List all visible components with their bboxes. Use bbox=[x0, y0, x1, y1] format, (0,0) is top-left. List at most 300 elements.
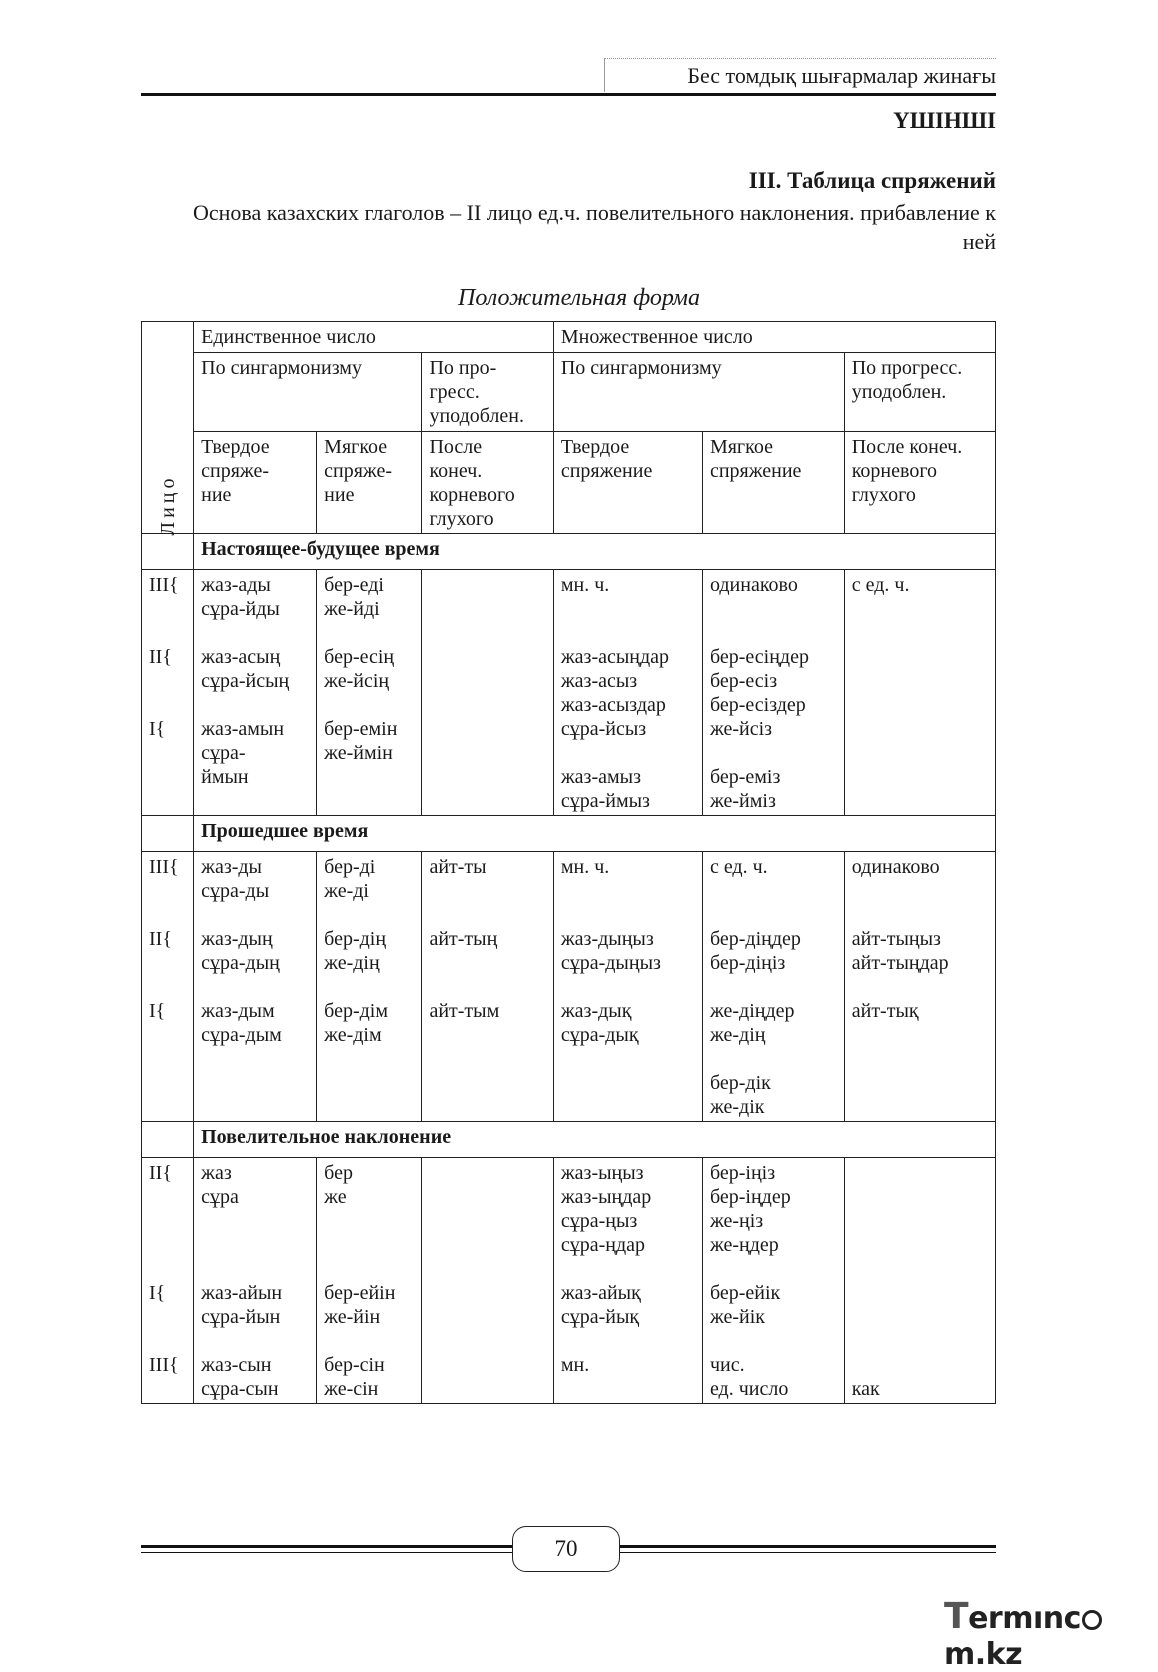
verb-form bbox=[852, 1257, 988, 1281]
verb-form bbox=[201, 1095, 309, 1119]
verb-form bbox=[852, 1329, 988, 1353]
verb-form bbox=[852, 597, 988, 621]
watermark-text: ermınc bbox=[968, 1601, 1081, 1636]
verb-form: жаз-ды bbox=[201, 856, 262, 878]
verb-form: бер-дім bbox=[324, 1000, 388, 1022]
verb-form: же-сін bbox=[324, 1378, 379, 1400]
watermark-ring-icon bbox=[1082, 1610, 1102, 1630]
verb-form: бер bbox=[324, 1162, 353, 1184]
verb-form: жаз-асыңдар bbox=[560, 646, 670, 668]
verb-form bbox=[852, 693, 988, 717]
verb-form: сұра-йын bbox=[201, 1306, 281, 1328]
section-title: Настоящее-будущее время bbox=[194, 534, 996, 570]
verb-form: бер-дің bbox=[324, 928, 387, 950]
verb-form: бер-есіздер bbox=[709, 694, 806, 716]
verb-form bbox=[852, 1305, 988, 1329]
verb-form bbox=[429, 1233, 545, 1257]
form-cell bbox=[422, 1158, 553, 1404]
verb-form bbox=[324, 621, 414, 645]
verb-form bbox=[710, 597, 837, 621]
person-marker bbox=[149, 1047, 186, 1071]
verb-form: сұра-дыңыз bbox=[560, 952, 661, 974]
form-cell bbox=[422, 852, 553, 1122]
watermark-text: m.kz bbox=[944, 1637, 1023, 1672]
verb-form bbox=[852, 1353, 988, 1377]
verb-form: жаз-ыңыз bbox=[560, 1162, 644, 1184]
verb-form: жаз-ыңдар bbox=[560, 1186, 652, 1208]
verb-form bbox=[429, 1257, 545, 1281]
form-cell bbox=[844, 852, 995, 1122]
verb-form bbox=[852, 1071, 988, 1095]
verb-form bbox=[852, 621, 988, 645]
verb-form: сұра-сын bbox=[201, 1378, 279, 1400]
verb-form bbox=[324, 1095, 414, 1119]
form-cell bbox=[702, 1158, 844, 1404]
header-line: спряже- bbox=[324, 460, 393, 482]
verb-form bbox=[429, 1185, 545, 1209]
verb-form bbox=[429, 1071, 545, 1095]
verb-form bbox=[561, 879, 695, 903]
section-body-row bbox=[142, 1158, 996, 1404]
verb-form bbox=[561, 1047, 695, 1071]
column-header bbox=[194, 432, 317, 534]
section-header-spacer bbox=[142, 1122, 194, 1158]
verb-form bbox=[429, 1023, 545, 1047]
verb-form: жаз-айық bbox=[560, 1282, 641, 1304]
header-line: После bbox=[429, 436, 483, 458]
conjugation-table bbox=[141, 321, 996, 1404]
verb-form: жаз-дың bbox=[201, 928, 273, 950]
person-marker: I{ bbox=[149, 718, 166, 740]
verb-form bbox=[429, 693, 545, 717]
verb-form: бер-діңдер bbox=[709, 928, 801, 950]
verb-form: жаз-амыз bbox=[560, 766, 641, 788]
verb-form bbox=[324, 1071, 414, 1095]
verb-form: же-дік bbox=[709, 1096, 765, 1118]
header-line: уподоблен. bbox=[851, 381, 947, 403]
person-marker bbox=[149, 879, 186, 903]
verb-form: айт-тым bbox=[429, 1000, 500, 1022]
verb-form: же-дің bbox=[709, 1024, 766, 1046]
header-line: глухого bbox=[429, 508, 494, 530]
header-line: ние bbox=[201, 484, 232, 506]
section-header-spacer bbox=[142, 816, 194, 852]
verb-form: сұра-дық bbox=[560, 1024, 639, 1046]
header-line: По про- bbox=[429, 357, 497, 379]
verb-form bbox=[710, 741, 837, 765]
form-cell bbox=[844, 570, 995, 816]
verb-form bbox=[852, 645, 988, 669]
header-line: ние bbox=[324, 484, 355, 506]
person-marker bbox=[149, 693, 186, 717]
header-line: Мягкое bbox=[709, 436, 773, 458]
verb-form bbox=[201, 1071, 309, 1095]
verb-form bbox=[324, 1209, 414, 1233]
person-marker bbox=[149, 1329, 186, 1353]
verb-form bbox=[852, 879, 988, 903]
verb-form: жаз-дым bbox=[201, 1000, 275, 1022]
verb-form: айт-тық bbox=[851, 1000, 919, 1022]
verb-form: айт-ты bbox=[429, 856, 487, 878]
person-marker bbox=[149, 669, 186, 693]
person-marker: I{ bbox=[149, 1282, 166, 1304]
verb-form: же-ңіз bbox=[709, 1210, 764, 1232]
harmony-singular-header: По сингармонизму bbox=[194, 353, 422, 432]
verb-form bbox=[429, 903, 545, 927]
verb-form bbox=[710, 1257, 837, 1281]
person-marker bbox=[149, 1023, 186, 1047]
verb-form: бер-ейін bbox=[324, 1282, 396, 1304]
verb-form bbox=[429, 741, 545, 765]
verb-form: как bbox=[851, 1378, 880, 1400]
verb-form: жаз-асыз bbox=[560, 670, 638, 692]
verb-form bbox=[561, 1257, 695, 1281]
verb-form: бер-іңіз bbox=[709, 1162, 776, 1184]
verb-form bbox=[429, 879, 545, 903]
verb-form bbox=[561, 1071, 695, 1095]
person-marker: I{ bbox=[149, 1000, 166, 1022]
verb-form: же-йді bbox=[324, 598, 380, 620]
verb-form bbox=[429, 645, 545, 669]
person-marker: III{ bbox=[149, 856, 179, 878]
verb-form bbox=[429, 621, 545, 645]
verb-form bbox=[429, 1353, 545, 1377]
verb-form: ед. число bbox=[709, 1378, 789, 1400]
verb-form bbox=[852, 1233, 988, 1257]
verb-form: айт-тыңыз bbox=[851, 928, 941, 950]
section-header-row bbox=[142, 1122, 996, 1158]
person-marker bbox=[149, 741, 186, 765]
form-cell bbox=[194, 1158, 317, 1404]
verb-form bbox=[429, 597, 545, 621]
verb-form: сұра-йсыз bbox=[560, 718, 647, 740]
verb-form bbox=[429, 789, 545, 813]
verb-form bbox=[429, 975, 545, 999]
verb-form: бер-діңіз bbox=[709, 952, 786, 974]
verb-form: же-йсің bbox=[324, 670, 390, 692]
lico-label: Лицо bbox=[156, 474, 179, 536]
person-marker: III{ bbox=[149, 1354, 179, 1376]
person-marker bbox=[149, 1377, 186, 1401]
header-line: Мягкое bbox=[324, 436, 388, 458]
verb-form: сұра-ңыз bbox=[560, 1210, 638, 1232]
plural-header: Множественное число bbox=[553, 322, 995, 353]
verb-form: сұра- bbox=[201, 742, 246, 764]
verb-form: айт-тыңдар bbox=[851, 952, 949, 974]
person-marker bbox=[149, 597, 186, 621]
person-marker bbox=[149, 1185, 186, 1209]
verb-form bbox=[324, 693, 414, 717]
verb-form bbox=[561, 1095, 695, 1119]
verb-form: сұра bbox=[201, 1186, 239, 1208]
verb-form: сұра-ды bbox=[201, 880, 270, 902]
verb-form bbox=[201, 903, 309, 927]
verb-form: сұра-йды bbox=[201, 598, 280, 620]
column-header bbox=[422, 432, 553, 534]
verb-form: жаз-айын bbox=[201, 1282, 283, 1304]
progress-plural-header bbox=[844, 353, 995, 432]
header-line: глухого bbox=[851, 484, 916, 506]
verb-form bbox=[429, 573, 545, 597]
verb-form bbox=[852, 741, 988, 765]
section-title: Повелительное наклонение bbox=[194, 1122, 996, 1158]
page-number: 70 bbox=[512, 1526, 620, 1572]
form-cell bbox=[317, 1158, 422, 1404]
verb-form: же-діңдер bbox=[709, 1000, 795, 1022]
verb-form bbox=[429, 1329, 545, 1353]
section-header-row bbox=[142, 534, 996, 570]
verb-form: бер-іңдер bbox=[709, 1186, 791, 1208]
verb-form: же-йсіз bbox=[709, 718, 773, 740]
verb-form: мн. ч. bbox=[560, 856, 610, 878]
table-title: III. Таблица спряжений bbox=[748, 168, 996, 193]
header-line: корневого bbox=[429, 484, 515, 506]
verb-form bbox=[429, 1047, 545, 1071]
verb-form bbox=[710, 621, 837, 645]
intro-text: Основа казахских глаголов – II лицо ед.ч. повелительного наклонения. прибавление к ней bbox=[192, 200, 996, 254]
form-cell bbox=[194, 570, 317, 816]
verb-form bbox=[324, 1329, 414, 1353]
verb-form: же-йміз bbox=[709, 790, 776, 812]
verb-form: же-дім bbox=[324, 1024, 382, 1046]
verb-form bbox=[561, 1329, 695, 1353]
person-marker bbox=[149, 1209, 186, 1233]
verb-form bbox=[852, 1185, 988, 1209]
verb-form bbox=[201, 621, 309, 645]
verb-form bbox=[201, 789, 309, 813]
verb-form bbox=[201, 1257, 309, 1281]
verb-form: сұра-йсың bbox=[201, 670, 290, 692]
watermark-letter-t: T bbox=[944, 1596, 969, 1637]
section-title: Прошедшее время bbox=[194, 816, 996, 852]
verb-form: же-ді bbox=[324, 880, 369, 902]
person-marker bbox=[149, 951, 186, 975]
running-head-text: Бес томдық шығармалар жинағы bbox=[687, 63, 996, 88]
verb-form bbox=[710, 879, 837, 903]
form-cell bbox=[844, 1158, 995, 1404]
section-label: ҮШІНШІ bbox=[893, 108, 996, 133]
verb-form bbox=[201, 1233, 309, 1257]
person-marker bbox=[149, 621, 186, 645]
form-cell bbox=[553, 852, 702, 1122]
verb-form bbox=[201, 1209, 309, 1233]
verb-form bbox=[429, 1281, 545, 1305]
verb-form bbox=[324, 975, 414, 999]
verb-form bbox=[852, 975, 988, 999]
verb-form: жаз-асың bbox=[201, 646, 281, 668]
person-column bbox=[142, 570, 194, 816]
running-head bbox=[604, 58, 996, 92]
header-line: корневого bbox=[851, 460, 938, 482]
person-marker bbox=[149, 1305, 186, 1329]
person-marker bbox=[149, 789, 186, 813]
verb-form bbox=[429, 1377, 545, 1401]
person-marker bbox=[149, 1257, 186, 1281]
verb-form: жаз-ады bbox=[201, 574, 271, 596]
verb-form bbox=[852, 717, 988, 741]
column-header bbox=[844, 432, 995, 534]
verb-form bbox=[201, 1329, 309, 1353]
verb-form bbox=[561, 597, 695, 621]
verb-form: ймын bbox=[201, 766, 249, 788]
header-line: Твердое bbox=[201, 436, 270, 458]
column-header bbox=[317, 432, 422, 534]
column-header bbox=[553, 432, 702, 534]
verb-form: сұра-дың bbox=[201, 952, 280, 974]
verb-form bbox=[561, 621, 695, 645]
verb-form: бер-ді bbox=[324, 856, 376, 878]
verb-form: мн. bbox=[560, 1354, 590, 1376]
verb-form bbox=[852, 1281, 988, 1305]
harmony-plural-header: По сингармонизму bbox=[553, 353, 844, 432]
form-cell bbox=[317, 570, 422, 816]
verb-form bbox=[561, 903, 695, 927]
watermark-logo bbox=[944, 1596, 1158, 1672]
verb-form bbox=[201, 1047, 309, 1071]
column-header bbox=[702, 432, 844, 534]
verb-form bbox=[429, 1209, 545, 1233]
verb-form: бер-есің bbox=[324, 646, 395, 668]
verb-form: жаз-дық bbox=[560, 1000, 632, 1022]
header-line: спряжение bbox=[709, 460, 802, 482]
verb-form bbox=[852, 903, 988, 927]
verb-form bbox=[429, 765, 545, 789]
verb-form: же-йік bbox=[709, 1306, 766, 1328]
verb-form: одинаково bbox=[709, 574, 798, 596]
form-cell bbox=[317, 852, 422, 1122]
person-marker bbox=[149, 765, 186, 789]
verb-form: айт-тың bbox=[429, 928, 498, 950]
verb-form bbox=[852, 1023, 988, 1047]
verb-form: сұра-йық bbox=[560, 1306, 640, 1328]
form-cell bbox=[422, 570, 553, 816]
verb-form: сұра-ңдар bbox=[560, 1234, 646, 1256]
verb-form: бер-еді bbox=[324, 574, 384, 596]
verb-form bbox=[429, 1305, 545, 1329]
verb-form: жаз-асыздар bbox=[560, 694, 666, 716]
header-line: спряже- bbox=[201, 460, 269, 482]
verb-form bbox=[324, 1233, 414, 1257]
person-marker: II{ bbox=[149, 928, 172, 950]
verb-form: же-йін bbox=[324, 1306, 381, 1328]
verb-form bbox=[429, 717, 545, 741]
verb-form bbox=[852, 765, 988, 789]
verb-form bbox=[201, 975, 309, 999]
form-caption: Положительная форма bbox=[458, 285, 700, 311]
header-line: гресс. bbox=[429, 381, 480, 403]
section-header-spacer bbox=[142, 534, 194, 570]
verb-form bbox=[561, 975, 695, 999]
header-line: Твердое bbox=[560, 436, 630, 458]
form-cell bbox=[702, 570, 844, 816]
person-marker bbox=[149, 1233, 186, 1257]
verb-form bbox=[201, 693, 309, 717]
verb-form bbox=[852, 669, 988, 693]
singular-header: Единственное число bbox=[194, 322, 554, 353]
person-marker: III{ bbox=[149, 574, 179, 596]
form-cell bbox=[702, 852, 844, 1122]
verb-form: бер-еміз bbox=[709, 766, 781, 788]
verb-form: бер-есіз bbox=[709, 670, 778, 692]
person-marker bbox=[149, 1071, 186, 1095]
verb-form bbox=[852, 1209, 988, 1233]
verb-form bbox=[429, 1095, 545, 1119]
person-column bbox=[142, 852, 194, 1122]
verb-form: с ед. ч. bbox=[709, 856, 768, 878]
lico-header bbox=[142, 322, 194, 534]
form-cell bbox=[553, 570, 702, 816]
section-body-row bbox=[142, 852, 996, 1122]
verb-form: бер-емін bbox=[324, 718, 398, 740]
verb-form bbox=[324, 789, 414, 813]
verb-form: же-дің bbox=[324, 952, 380, 974]
verb-form bbox=[710, 903, 837, 927]
progress-singular-header bbox=[422, 353, 553, 432]
verb-form: одинаково bbox=[851, 856, 940, 878]
header-line: спряжение bbox=[560, 460, 653, 482]
verb-form: с ед. ч. bbox=[851, 574, 910, 596]
verb-form: бер-сін bbox=[324, 1354, 385, 1376]
verb-form bbox=[324, 1047, 414, 1071]
form-cell bbox=[194, 852, 317, 1122]
verb-form bbox=[852, 1095, 988, 1119]
verb-form: же bbox=[324, 1186, 347, 1208]
verb-form: бер-дік bbox=[709, 1072, 771, 1094]
verb-form bbox=[324, 903, 414, 927]
header-rule bbox=[141, 93, 996, 96]
verb-form: мн. ч. bbox=[560, 574, 610, 596]
verb-form: жаз-амын bbox=[201, 718, 285, 740]
verb-form: сұра-дым bbox=[201, 1024, 282, 1046]
header-line: уподоблен. bbox=[429, 405, 524, 427]
person-column bbox=[142, 1158, 194, 1404]
header-line: После конеч. bbox=[851, 436, 963, 458]
verb-form: сұра-ймыз bbox=[560, 790, 650, 812]
verb-form: бер-есіңдер bbox=[709, 646, 809, 668]
verb-form bbox=[852, 1161, 988, 1185]
verb-form: жаз bbox=[201, 1162, 232, 1184]
verb-form bbox=[710, 1047, 837, 1071]
verb-form: жаз-дыңыз bbox=[560, 928, 654, 950]
verb-form: же-ңдер bbox=[709, 1234, 779, 1256]
verb-form bbox=[429, 669, 545, 693]
person-marker bbox=[149, 1095, 186, 1119]
verb-form bbox=[561, 741, 695, 765]
verb-form bbox=[429, 951, 545, 975]
verb-form bbox=[852, 789, 988, 813]
header-line: По прогресс. bbox=[851, 357, 963, 379]
person-marker: II{ bbox=[149, 646, 172, 668]
section-header-row bbox=[142, 816, 996, 852]
verb-form bbox=[429, 1161, 545, 1185]
verb-form bbox=[561, 1377, 695, 1401]
verb-form bbox=[710, 1329, 837, 1353]
verb-form bbox=[852, 1047, 988, 1071]
verb-form: бер-ейік bbox=[709, 1282, 781, 1304]
header-line: конеч. bbox=[429, 460, 483, 482]
verb-form: чис. bbox=[709, 1354, 745, 1376]
person-marker: II{ bbox=[149, 1162, 172, 1184]
verb-form bbox=[710, 975, 837, 999]
person-marker bbox=[149, 975, 186, 999]
person-marker bbox=[149, 903, 186, 927]
verb-form: же-ймін bbox=[324, 742, 393, 764]
verb-form bbox=[324, 765, 414, 789]
form-cell bbox=[553, 1158, 702, 1404]
verb-form: жаз-сын bbox=[201, 1354, 272, 1376]
verb-form bbox=[324, 1257, 414, 1281]
section-body-row bbox=[142, 570, 996, 816]
